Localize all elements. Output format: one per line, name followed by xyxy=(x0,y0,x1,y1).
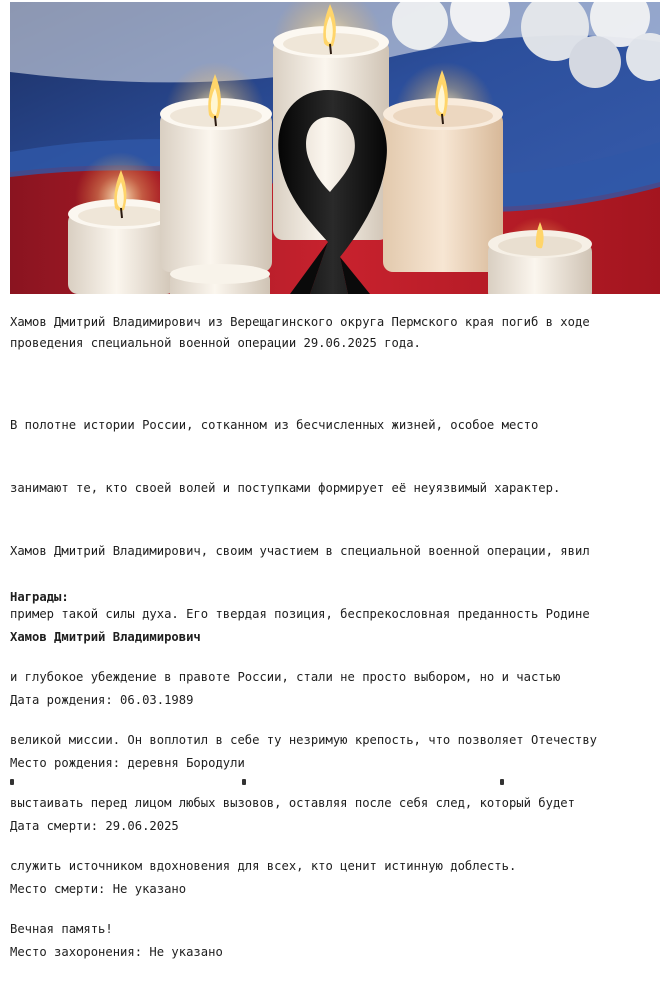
tribute-line: великой миссии. Он воплотил в себе ту незримую крепость, что позволяет Отечеству xyxy=(10,733,597,747)
tribute-line: Хамов Дмитрий Владимирович, своим участием в специальной военной операции, явил xyxy=(10,544,590,558)
candles-ribbon-flag-illustration xyxy=(10,2,660,294)
tribute-line: В полотне истории России, сотканном из бесчисленных жизней, особое место xyxy=(10,418,539,432)
awards-heading: Награды: xyxy=(10,590,69,604)
tribute-line: и глубокое убеждение в правоте России, стали не просто выбором, но и частью xyxy=(10,670,561,684)
person-name: Хамов Дмитрий Владимирович xyxy=(10,630,201,644)
tribute-line: служить источником вдохновения для всех, кто ценит истинную доблесть. xyxy=(10,859,517,873)
eternal-memory-line: Вечная память! xyxy=(10,922,113,936)
tribute-line: выстаивать перед лицом любых вызовов, оставляя после себя след, который будет xyxy=(10,796,575,810)
burial-place: Место захоронения: Не указано xyxy=(10,945,223,959)
tribute-line: занимают те, кто своей волей и поступками формирует её неуязвимый характер. xyxy=(10,481,561,495)
death-place: Место смерти: Не указано xyxy=(10,882,187,896)
birth-date: Дата рождения: 06.03.1989 xyxy=(10,693,194,707)
birth-place: Место рождения: деревня Бородули xyxy=(10,756,245,770)
memorial-image xyxy=(10,2,660,294)
death-date: Дата смерти: 29.06.2025 xyxy=(10,819,179,833)
intro-paragraph: Хамов Дмитрий Владимирович из Верещагинского округа Пермского края погиб в ходе проведения специальной военной операции 29.06.2025 года. xyxy=(10,315,598,350)
person-info-list xyxy=(10,648,658,984)
tribute-line: пример такой силы духа. Его твердая позиция, беспрекословная преданность Родине xyxy=(10,607,590,621)
